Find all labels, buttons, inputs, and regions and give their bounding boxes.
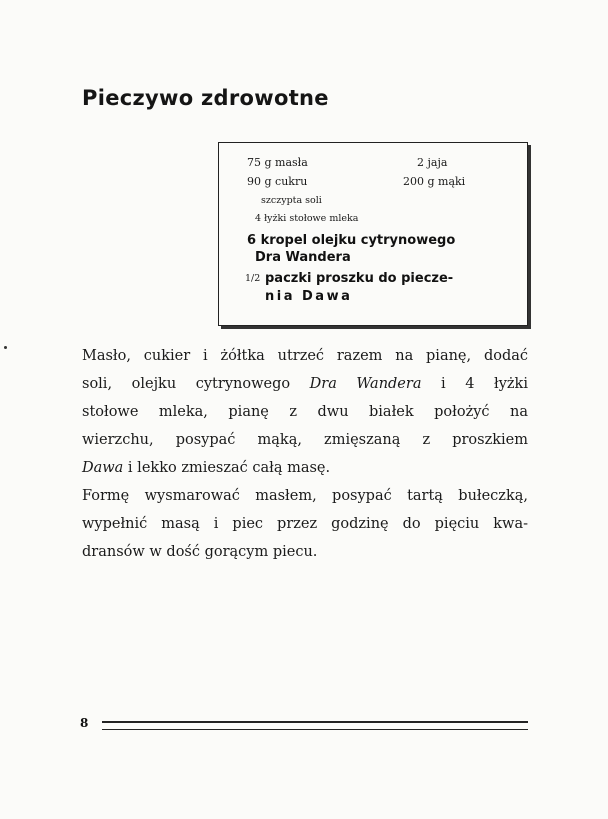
page-number: 8	[80, 716, 89, 730]
paragraph-line	[82, 454, 528, 482]
paragraph-line: wypełnić masą i piec przez godzinę do pięciu kwa-	[82, 516, 528, 532]
page-title: Pieczywo zdrowotne	[82, 86, 329, 110]
paragraph-line: stołowe mleka, pianę z dwu białek położyć na	[82, 404, 528, 420]
instructions-paragraph-2	[82, 482, 528, 566]
ingredient-milk: 4 łyżki stołowe mleka	[255, 213, 359, 224]
footer-double-rule	[102, 721, 528, 730]
ingredient-salt: szczypta soli	[261, 195, 322, 206]
ingredient-oil-line2: Dra Wandera	[255, 250, 351, 265]
ingredients-box	[218, 142, 528, 326]
brand-name-italic: Dra Wandera	[309, 376, 422, 392]
ingredient-butter: 75 g masła	[247, 156, 308, 169]
ingredient-powder-line1: paczki proszku do piecze-	[265, 271, 454, 286]
ingredient-eggs: 2 jaja	[417, 156, 448, 169]
instructions-paragraph-1	[82, 342, 528, 482]
paragraph-line: Masło, cukier i żółtka utrzeć razem na pianę, dodać	[82, 348, 528, 364]
ingredient-powder-line2: nia Dawa	[265, 289, 353, 304]
ingredient-sugar: 90 g cukru	[247, 175, 308, 188]
paragraph-text: i 4 łyżki	[421, 376, 528, 392]
paragraph-line: wierzchu, posypać mąką, zmięszaną z proszkiem	[82, 432, 528, 448]
ingredient-flour: 200 g mąki	[403, 175, 466, 188]
paragraph-line: Formę wysmarować masłem, posypać tartą bułeczką,	[82, 488, 528, 504]
paragraph-text: i lekko zmieszać całą masę.	[123, 460, 331, 476]
stray-print-mark	[4, 346, 7, 349]
paragraph-line	[82, 370, 528, 398]
brand-name-italic: Dawa	[82, 460, 124, 476]
ingredient-powder-fraction: 1/2	[245, 273, 261, 284]
paragraph-text: soli, olejku cytrynowego	[82, 376, 310, 392]
ingredient-oil-line1: 6 kropel olejku cytrynowego	[247, 233, 456, 248]
paragraph-line: dransów w dość gorącym piecu.	[82, 544, 318, 560]
